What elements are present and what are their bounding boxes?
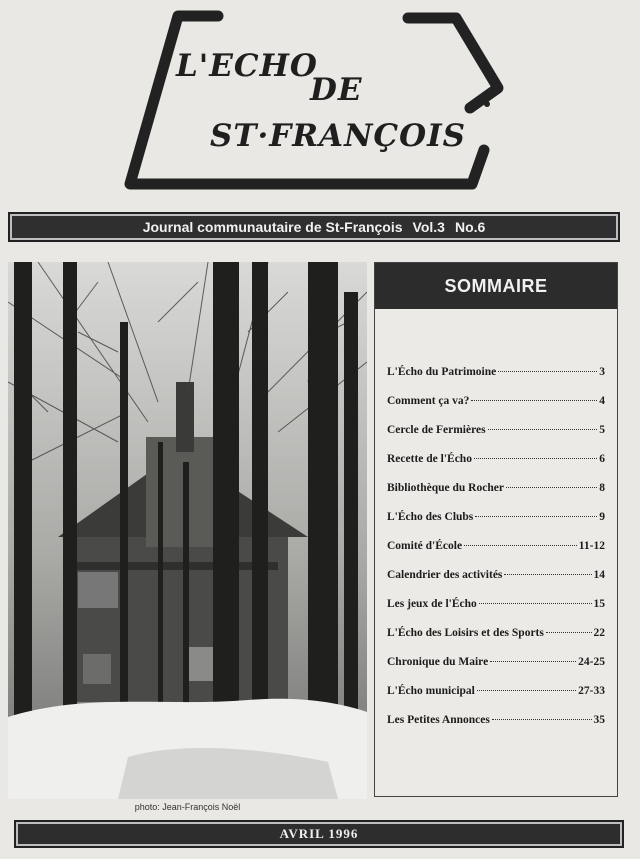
toc-entry-title: Calendrier des activités [387, 569, 503, 581]
masthead-line-3: ST·FRANÇOIS [210, 118, 466, 154]
toc-leader-dots [477, 690, 576, 691]
toc-entry [387, 714, 605, 743]
toc-leader-dots [498, 371, 597, 372]
toc-entry [387, 540, 605, 569]
toc-leader-dots [490, 661, 576, 662]
issue-date: AVRIL 1996 [279, 826, 359, 841]
summary-box [374, 262, 618, 797]
toc-entry [387, 395, 605, 424]
toc-entry-page: 14 [593, 569, 605, 581]
toc-entry-page: 8 [599, 482, 605, 494]
winter-forest-house-image [8, 262, 367, 799]
cover-photo [8, 262, 367, 799]
toc-entry-page: 22 [593, 627, 605, 639]
toc-entry-title: Comment ça va? [387, 395, 470, 407]
photo-credit: photo: Jean-François Noël [134, 802, 241, 812]
toc-entry-page: 27-33 [578, 685, 605, 697]
toc-entry [387, 569, 605, 598]
issue-number: No.6 [454, 219, 486, 235]
toc-leader-dots [474, 458, 597, 459]
toc-entry-page: 6 [599, 453, 605, 465]
toc-entry [387, 366, 605, 395]
toc-entry-title: L'Écho du Patrimoine [387, 366, 497, 378]
toc-entry-page: 4 [599, 395, 605, 407]
toc-entry [387, 685, 605, 714]
journal-subtitle: Journal communautaire de St-François [142, 219, 403, 235]
toc-entry-title: Bibliothèque du Rocher [387, 482, 504, 494]
issue-date-band [14, 820, 624, 848]
toc-entry-page: 3 [599, 366, 605, 378]
toc-entry-title: Les jeux de l'Écho [387, 598, 477, 610]
toc-entry [387, 453, 605, 482]
toc-leader-dots [492, 719, 592, 720]
toc-leader-dots [546, 632, 592, 633]
toc-entry-page: 11-12 [578, 540, 605, 552]
toc-entry [387, 598, 605, 627]
toc-entry-title: L'Écho des Loisirs et des Sports [387, 627, 544, 639]
masthead-line-2: DE [310, 72, 363, 108]
toc-entry [387, 424, 605, 453]
toc-leader-dots [464, 545, 577, 546]
toc-entry-title: Cercle de Fermières [387, 424, 486, 436]
summary-heading: SOMMAIRE [375, 263, 617, 309]
toc-entry-page: 5 [599, 424, 605, 436]
toc-entry-title: L'Écho des Clubs [387, 511, 474, 523]
toc-entry-title: Chronique du Maire [387, 656, 489, 668]
masthead-logo [0, 0, 640, 210]
toc-entry-title: Comité d'École [387, 540, 463, 552]
toc-leader-dots [506, 487, 597, 488]
toc-entry-page: 35 [593, 714, 605, 726]
toc-leader-dots [479, 603, 592, 604]
masthead-line-1: L'ECHO [176, 48, 318, 84]
toc-entry [387, 656, 605, 685]
toc-entry [387, 482, 605, 511]
toc-entry-page: 24-25 [578, 656, 605, 668]
toc-leader-dots [488, 429, 598, 430]
toc-entry [387, 511, 605, 540]
toc-entry-title: Les Petites Annonces [387, 714, 490, 726]
toc-entry-title: L'Écho municipal [387, 685, 475, 697]
table-of-contents [387, 366, 605, 743]
toc-entry-page: 15 [593, 598, 605, 610]
subtitle-banner [8, 212, 620, 242]
toc-leader-dots [504, 574, 591, 575]
toc-leader-dots [471, 400, 597, 401]
toc-leader-dots [475, 516, 597, 517]
volume-label: Vol.3 [412, 219, 445, 235]
toc-entry-title: Recette de l'Écho [387, 453, 472, 465]
toc-entry-page: 9 [599, 511, 605, 523]
toc-entry [387, 627, 605, 656]
